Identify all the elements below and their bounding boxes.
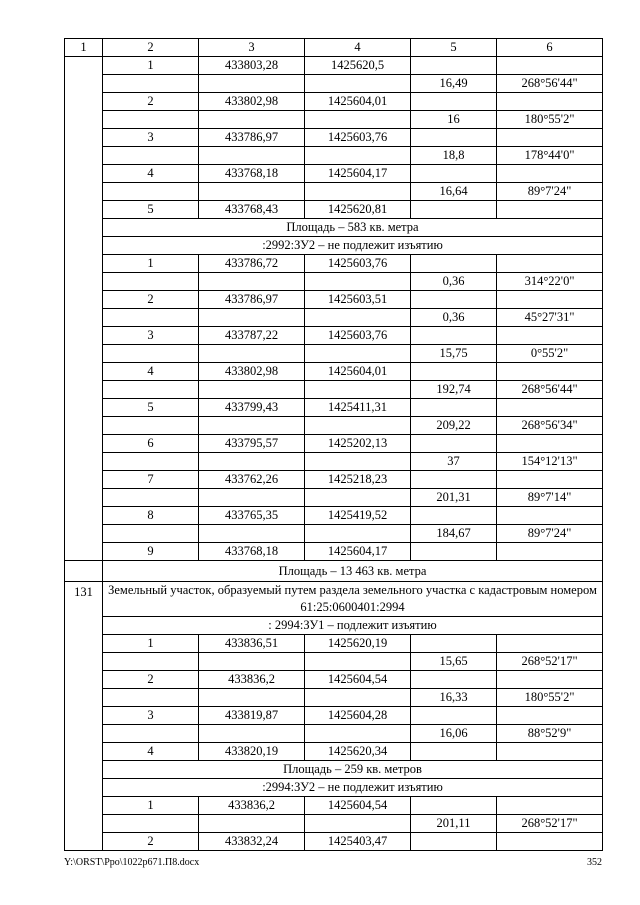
table-row [65,165,603,183]
point-number: 9 [103,543,199,561]
table-row [65,255,603,273]
distance-empty [411,833,497,851]
coord-x: 433819,87 [199,707,305,725]
point-number: 1 [103,255,199,273]
table-row [65,471,603,489]
table-row [65,399,603,417]
distance: 201,31 [411,489,497,507]
empty-cell [103,75,199,93]
coord-y: 1425604,01 [305,363,411,381]
distance-empty [411,129,497,147]
coord-x: 433786,72 [199,255,305,273]
table-row [65,815,603,833]
empty-cell [199,75,305,93]
empty-cell [199,689,305,707]
empty-cell [103,489,199,507]
angle-empty [497,635,603,653]
angle-empty [497,833,603,851]
point-number: 5 [103,201,199,219]
angle-empty [497,743,603,761]
distance-empty [411,93,497,111]
empty-cell [103,653,199,671]
table-row [65,779,603,797]
distance: 0,36 [411,273,497,291]
point-number: 2 [103,291,199,309]
table-row [65,671,603,689]
row-number-cell [65,561,103,582]
table-row [65,219,603,237]
empty-cell [199,147,305,165]
distance: 18,8 [411,147,497,165]
direction-angle: 88°52'9" [497,725,603,743]
distance-empty [411,471,497,489]
direction-angle: 180°55'2" [497,111,603,129]
distance: 37 [411,453,497,471]
direction-angle: 45°27'31" [497,309,603,327]
table-row [65,725,603,743]
coord-x: 433802,98 [199,93,305,111]
table-row [65,507,603,525]
distance-empty [411,399,497,417]
empty-cell [305,273,411,291]
table-row [65,75,603,93]
empty-cell [305,653,411,671]
coord-y: 1425603,51 [305,291,411,309]
coord-y: 1425620,19 [305,635,411,653]
empty-cell [305,147,411,165]
angle-empty [497,435,603,453]
table-row [65,797,603,815]
empty-cell [103,381,199,399]
distance-empty [411,291,497,309]
empty-cell [103,689,199,707]
empty-cell [305,525,411,543]
coord-y: 1425603,76 [305,129,411,147]
point-number: 5 [103,399,199,417]
distance: 15,65 [411,653,497,671]
point-number: 2 [103,833,199,851]
header-cell-2: 2 [103,39,199,57]
angle-empty [497,671,603,689]
empty-cell [305,75,411,93]
coord-y: 1425603,76 [305,255,411,273]
empty-cell [103,183,199,201]
distance: 209,22 [411,417,497,435]
distance: 16,33 [411,689,497,707]
angle-empty [497,255,603,273]
coord-x: 433768,43 [199,201,305,219]
coord-y: 1425620,5 [305,57,411,75]
coord-x: 433786,97 [199,129,305,147]
direction-angle: 314°22'0" [497,273,603,291]
empty-cell [305,183,411,201]
empty-cell [305,345,411,363]
point-number: 2 [103,93,199,111]
point-number: 4 [103,363,199,381]
point-number: 7 [103,471,199,489]
coord-x: 433836,2 [199,797,305,815]
table-row [65,707,603,725]
distance: 16 [411,111,497,129]
coord-y: 1425603,76 [305,327,411,345]
empty-cell [199,525,305,543]
table-row [65,653,603,671]
table-row [65,327,603,345]
empty-cell [305,309,411,327]
point-number: 6 [103,435,199,453]
angle-empty [497,707,603,725]
angle-empty [497,399,603,417]
coord-y: 1425604,17 [305,543,411,561]
table-row [65,743,603,761]
coord-x: 433802,98 [199,363,305,381]
section-label: Площадь – 583 кв. метра [103,219,603,237]
distance-empty [411,57,497,75]
table-row [65,453,603,471]
angle-empty [497,327,603,345]
table-row [65,617,603,635]
coord-x: 433786,97 [199,291,305,309]
parcel-title: Земельный участок, образуемый путем раздела земельного участка с кадастровым номером 61:25:0600401:2994 [103,582,603,617]
empty-cell [305,381,411,399]
empty-cell [199,273,305,291]
empty-cell [103,273,199,291]
distance-empty [411,255,497,273]
coord-x: 433768,18 [199,165,305,183]
footer-file-path: Y:\ORST\Ppo\1022p671.П8.docx [64,857,200,868]
point-number: 4 [103,743,199,761]
empty-cell [199,381,305,399]
table-row [65,489,603,507]
angle-empty [497,471,603,489]
distance-empty [411,743,497,761]
empty-cell [199,815,305,833]
direction-angle: 268°52'17" [497,815,603,833]
direction-angle: 178°44'0" [497,147,603,165]
empty-cell [103,111,199,129]
coord-y: 1425604,17 [305,165,411,183]
distance-empty [411,543,497,561]
distance: 201,11 [411,815,497,833]
distance-empty [411,707,497,725]
direction-angle: 268°56'34" [497,417,603,435]
coord-y: 1425202,13 [305,435,411,453]
table-row [65,183,603,201]
distance: 15,75 [411,345,497,363]
empty-cell [199,489,305,507]
table-row [65,111,603,129]
empty-cell [199,417,305,435]
distance-empty [411,797,497,815]
coord-y: 1425604,28 [305,707,411,725]
coord-y: 1425620,81 [305,201,411,219]
section-label: : 2994:ЗУ1 – подлежит изъятию [103,617,603,635]
empty-cell [305,417,411,435]
coord-x: 433787,22 [199,327,305,345]
point-number: 2 [103,671,199,689]
direction-angle: 0°55'2" [497,345,603,363]
section-label: :2994:ЗУ2 – не подлежит изъятию [103,779,603,797]
table-row [65,761,603,779]
table-row [65,345,603,363]
direction-angle: 89°7'14" [497,489,603,507]
coord-x: 433762,26 [199,471,305,489]
header-cell-4: 4 [305,39,411,57]
coord-x: 433803,28 [199,57,305,75]
distance: 184,67 [411,525,497,543]
coord-y: 1425604,54 [305,671,411,689]
direction-angle: 89°7'24" [497,183,603,201]
coord-y: 1425218,23 [305,471,411,489]
point-number: 3 [103,327,199,345]
table-row [65,582,603,617]
direction-angle: 154°12'13" [497,453,603,471]
empty-cell [305,689,411,707]
distance-empty [411,435,497,453]
section-label: Площадь – 259 кв. метров [103,761,603,779]
coord-x: 433836,51 [199,635,305,653]
distance-empty [411,671,497,689]
distance: 16,49 [411,75,497,93]
empty-cell [103,417,199,435]
empty-cell [103,525,199,543]
row-number-cell [65,57,103,561]
empty-cell [305,725,411,743]
header-cell-3: 3 [199,39,305,57]
coord-y: 1425604,01 [305,93,411,111]
header-cell-6: 6 [497,39,603,57]
empty-cell [103,815,199,833]
header-row [65,39,603,57]
empty-cell [103,725,199,743]
empty-cell [103,453,199,471]
empty-cell [103,309,199,327]
empty-cell [199,183,305,201]
point-number: 3 [103,707,199,725]
footer-page-number: 352 [587,857,602,868]
empty-cell [305,111,411,129]
table-row [65,833,603,851]
empty-cell [199,111,305,129]
section-label: Площадь – 13 463 кв. метра [103,561,603,582]
table-row [65,689,603,707]
angle-empty [497,543,603,561]
table-row [65,435,603,453]
header-cell-5: 5 [411,39,497,57]
empty-cell [199,725,305,743]
angle-empty [497,291,603,309]
distance: 16,64 [411,183,497,201]
angle-empty [497,201,603,219]
table-row [65,291,603,309]
direction-angle: 268°56'44" [497,75,603,93]
coordinates-table [64,38,603,851]
coord-x: 433832,24 [199,833,305,851]
table-row [65,543,603,561]
distance: 0,36 [411,309,497,327]
angle-empty [497,93,603,111]
table-row [65,129,603,147]
point-number: 1 [103,797,199,815]
point-number: 4 [103,165,199,183]
coord-y: 1425604,54 [305,797,411,815]
coordinates-table-body [65,39,603,851]
point-number: 3 [103,129,199,147]
point-number: 1 [103,57,199,75]
table-row [65,237,603,255]
direction-angle: 268°52'17" [497,653,603,671]
angle-empty [497,57,603,75]
distance-empty [411,327,497,345]
angle-empty [497,507,603,525]
empty-cell [103,345,199,363]
section-label: :2992:ЗУ2 – не подлежит изъятию [103,237,603,255]
table-row [65,381,603,399]
table-row [65,417,603,435]
direction-angle: 89°7'24" [497,525,603,543]
direction-angle: 268°56'44" [497,381,603,399]
coord-x: 433820,19 [199,743,305,761]
distance-empty [411,635,497,653]
distance: 16,06 [411,725,497,743]
empty-cell [199,345,305,363]
point-number: 1 [103,635,199,653]
table-row [65,273,603,291]
empty-cell [305,815,411,833]
coord-x: 433795,57 [199,435,305,453]
coord-y: 1425403,47 [305,833,411,851]
table-row [65,561,603,582]
coord-y: 1425620,34 [305,743,411,761]
distance: 192,74 [411,381,497,399]
angle-empty [497,797,603,815]
empty-cell [199,309,305,327]
coord-x: 433836,2 [199,671,305,689]
table-row [65,363,603,381]
table-row [65,525,603,543]
distance-empty [411,201,497,219]
table-row [65,57,603,75]
empty-cell [103,147,199,165]
distance-empty [411,507,497,525]
coord-x: 433765,35 [199,507,305,525]
empty-cell [199,453,305,471]
empty-cell [199,653,305,671]
coord-x: 433768,18 [199,543,305,561]
table-row [65,93,603,111]
table-row [65,635,603,653]
empty-cell [305,489,411,507]
point-number: 8 [103,507,199,525]
angle-empty [497,165,603,183]
coord-x: 433799,43 [199,399,305,417]
table-row [65,309,603,327]
coord-y: 1425419,52 [305,507,411,525]
angle-empty [497,363,603,381]
table-row [65,147,603,165]
angle-empty [497,129,603,147]
header-cell-1: 1 [65,39,103,57]
row-number-cell: 131 [65,582,103,851]
distance-empty [411,165,497,183]
direction-angle: 180°55'2" [497,689,603,707]
empty-cell [305,453,411,471]
distance-empty [411,363,497,381]
coord-y: 1425411,31 [305,399,411,417]
table-row [65,201,603,219]
